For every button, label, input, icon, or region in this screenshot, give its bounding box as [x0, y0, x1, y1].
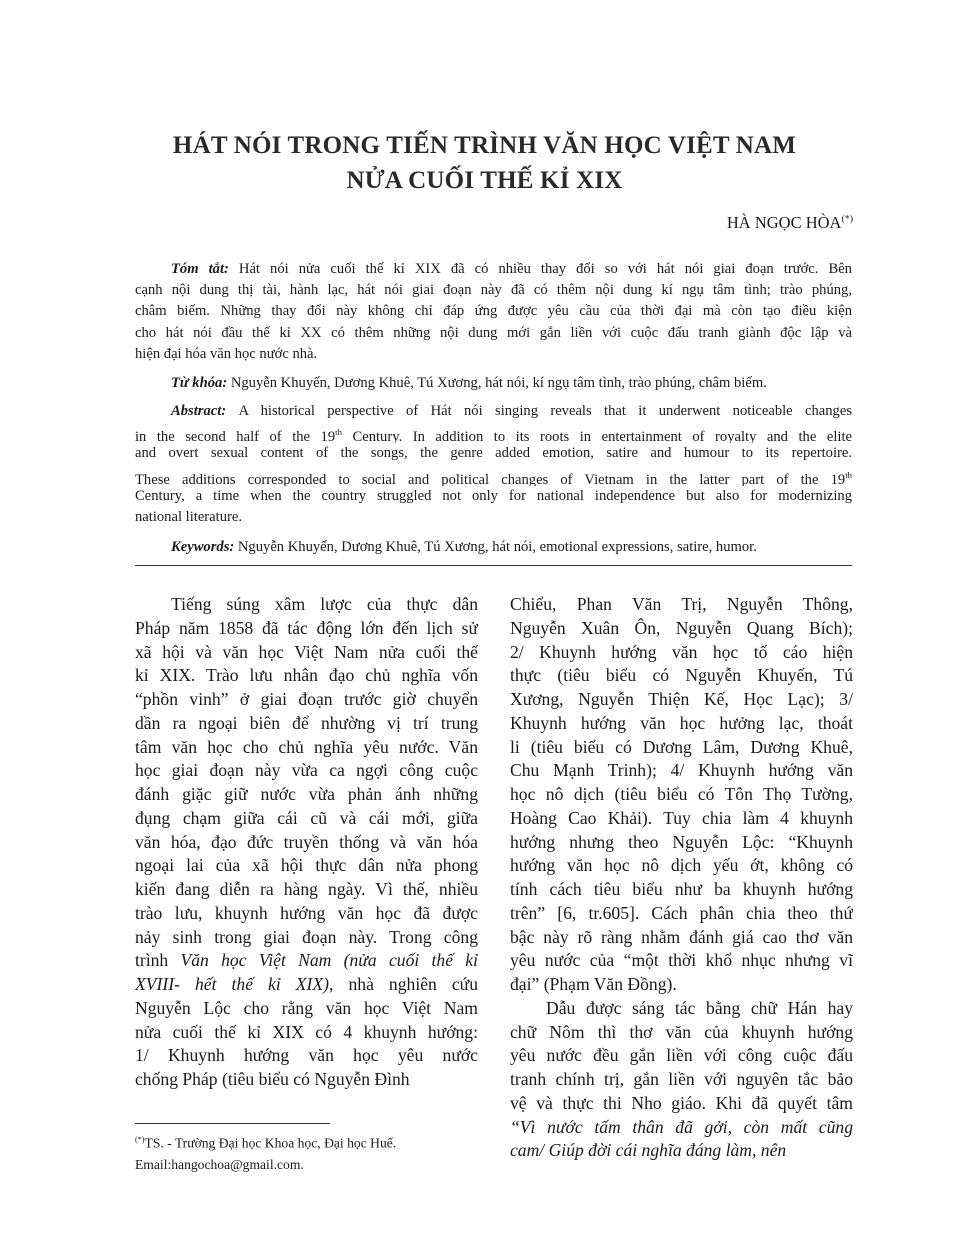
text-segment: Tiếng súng xâm lược của thực dân — [171, 594, 478, 614]
text-segment: , nhà nghiên cứu — [329, 974, 478, 994]
text-segment: Văn học Việt Nam (nửa cuối thế kỉ — [180, 950, 478, 971]
text-segment: ngoại lai của xã hội thực dân nửa phong — [135, 855, 478, 876]
text-segment: trào lưu, khuynh hướng văn học đã được — [135, 902, 478, 923]
text-line — [510, 736, 853, 760]
text-segment: nửa cuối thế kỉ XIX có 4 khuynh hướng: — [135, 1021, 478, 1042]
text-segment: vệ và thực thi Nho giáo. Khi đã quyết tâm — [510, 1092, 853, 1113]
text-segment: Hát nói nửa cuối thế kỉ XIX đã có nhiều thay đổi so với hát nói giai đoạn trước. Bên — [238, 261, 852, 277]
text-line — [510, 593, 853, 617]
text-segment: “phồn vinh” ở giai đoạn trước giờ chuyển — [135, 689, 478, 709]
text-line — [510, 664, 853, 688]
text-line — [510, 641, 853, 665]
text-line — [135, 443, 852, 464]
text-line — [135, 301, 852, 322]
text-line — [135, 854, 478, 878]
text-segment: chống Pháp (tiêu biểu có Nguyễn Đình — [135, 1069, 410, 1089]
text-line — [135, 783, 478, 807]
text-line — [510, 949, 853, 973]
text-segment: li (tiêu biểu có Dương Lâm, Dương Khuê, — [510, 736, 853, 757]
text-segment: châm biếm. Những thay đổi này không chỉ đáp ứng được yêu cầu của thời đại mà còn tạo điều kiện — [135, 303, 852, 320]
text-segment: th — [335, 427, 342, 438]
text-line — [510, 878, 853, 902]
text-line — [135, 997, 478, 1021]
text-segment: xã hội và văn học Việt Nam nửa cuối thế — [135, 641, 478, 662]
footnote-email: Email:hangochoa@gmail.com. — [135, 1156, 304, 1172]
text-segment: hướng văn học nô dịch yếu ớt, không có — [510, 855, 853, 876]
text-line — [135, 280, 852, 301]
text-line — [510, 831, 853, 855]
text-line — [135, 1068, 478, 1092]
article-title-line-1: HÁT NÓI TRONG TIẾN TRÌNH VĂN HỌC VIỆT NAM — [172, 132, 797, 159]
text-line — [510, 926, 853, 950]
text-segment: Nguyễn Xuân Ôn, Nguyễn Quang Bích); — [510, 617, 853, 638]
text-segment: cho hát nói đầu thế kỉ XX có thêm những nội dung mới gắn liền với cuộc đấu tranh giành độc lập và — [135, 324, 852, 341]
body-column-left — [135, 593, 478, 1092]
text-line — [135, 1044, 478, 1068]
text-line — [510, 902, 853, 926]
text-line — [135, 902, 478, 926]
text-segment: Nguyễn Khuyến, Dương Khuê, Tú Xương, hát nói, emotional expressions, satire, humor. — [237, 539, 757, 555]
text-segment: đánh giặc giữ nước vừa phản ánh những — [135, 784, 478, 804]
text-line — [510, 783, 853, 807]
text-segment: Nguyễn Lộc cho rằng văn học Việt Nam — [135, 997, 478, 1018]
text-line — [135, 807, 478, 831]
text-line — [135, 641, 478, 665]
text-segment: học giai đoạn này vừa ca ngợi công cuộc — [135, 760, 478, 781]
section-label: Abstract: — [171, 403, 239, 419]
text-line — [510, 1139, 853, 1163]
footnote — [135, 1129, 396, 1175]
abstract-english — [135, 401, 852, 528]
text-line — [510, 759, 853, 783]
text-segment: national literature. — [135, 508, 242, 525]
text-segment: “Vì nước tấm thân đã gởi, còn mất cũng — [510, 1116, 853, 1137]
text-segment: Dẫu được sáng tác bằng chữ Hán hay — [546, 997, 853, 1018]
keywords-vietnamese — [135, 373, 852, 394]
text-line — [510, 617, 853, 641]
text-line — [135, 465, 852, 486]
text-segment: bậc này rõ ràng nhằm đánh giá cao thơ văn — [510, 926, 853, 947]
section-label: Từ khóa: — [171, 375, 231, 391]
text-segment: 1/ Khuynh hướng văn học yêu nước — [135, 1045, 478, 1066]
text-segment: cam/ Giúp đời cái nghĩa đáng làm, nên — [510, 1140, 787, 1161]
section-label: Tóm tắt: — [171, 261, 239, 277]
text-segment: Chu Mạnh Trinh); 4/ Khuynh hướng văn — [510, 760, 853, 781]
author-footnote-mark: (*) — [841, 213, 853, 225]
text-line — [135, 422, 852, 443]
text-line — [135, 949, 478, 973]
text-line — [135, 926, 478, 950]
text-line — [135, 537, 852, 558]
text-segment: văn hóa, đạo đức truyền thống và văn hóa — [135, 831, 478, 852]
text-line — [510, 1092, 853, 1116]
text-line — [510, 1021, 853, 1045]
text-segment: 2/ Khuynh hướng văn học tố cáo hiện — [510, 641, 853, 662]
text-line — [510, 712, 853, 736]
text-segment: kiến đang diễn ra hàng ngày. Vì thế, nhiều — [135, 879, 478, 899]
text-line — [135, 507, 852, 528]
footnote-mark: (*) — [135, 1135, 145, 1144]
text-segment: A historical perspective of Hát nói singing reveals that it underwent noticeable changes — [238, 403, 852, 419]
text-segment: Nguyễn Khuyến, Dương Khuê, Tú Xương, hát nói, kí ngụ tâm tình, trào phúng, châm biếm. — [230, 375, 767, 391]
text-segment: These additions corresponded to social and political changes of Vietnam in the latter part of the 19 — [135, 471, 846, 486]
text-line — [135, 712, 478, 736]
keywords-english — [135, 537, 852, 558]
footnote-affiliation-text: TS. - Trường Đại học Khoa học, Đại học Huế. — [144, 1135, 397, 1151]
text-segment: chữ Nôm thì thơ văn của khuynh hướng — [510, 1021, 853, 1042]
author-name — [727, 213, 853, 233]
text-line — [135, 664, 478, 688]
text-line — [135, 1021, 478, 1045]
text-line — [135, 593, 478, 617]
text-line — [135, 259, 852, 280]
text-segment: hiện đại hóa văn học nước nhà. — [135, 345, 318, 362]
text-line — [135, 344, 852, 365]
text-line — [135, 759, 478, 783]
text-line — [135, 736, 478, 760]
text-segment: Pháp năm 1858 đã tác động lớn đến lịch sử — [135, 617, 478, 638]
text-line — [510, 1068, 853, 1092]
text-segment: Khuynh hướng văn học hưởng lạc, thoát — [510, 712, 853, 733]
abstract-vietnamese — [135, 259, 852, 365]
text-segment: trên” [6, tr.605]. Cách phân chia theo thứ — [510, 902, 853, 923]
text-segment: tâm văn học cho chủ nghĩa yêu nước. Văn — [135, 736, 478, 757]
section-label: Keywords: — [171, 539, 238, 555]
text-line — [510, 997, 853, 1021]
text-segment: yêu nước của “một thời khổ nhục nhưng vĩ — [510, 950, 853, 971]
text-line — [135, 688, 478, 712]
text-line — [510, 1044, 853, 1068]
text-segment: đụng chạm giữa cái cũ và cái mới, giữa — [135, 807, 478, 828]
text-segment: Chiểu, Phan Văn Trị, Nguyễn Thông, — [510, 594, 853, 614]
text-line — [135, 323, 852, 344]
text-segment: nảy sinh trong giai đoạn này. Trong công — [135, 926, 478, 947]
text-line — [510, 854, 853, 878]
text-segment: cạnh nội dung thị tài, hành lạc, hát nói giai đoạn này đã có thêm nội dung kí ngụ tâm tình; trào phúng, — [135, 282, 852, 299]
text-line — [135, 617, 478, 641]
article-title-line-2: NỬA CUỐI THẾ KỈ XIX — [346, 167, 623, 194]
text-segment: th — [845, 469, 852, 480]
author-name-text: HÀ NGỌC HÒA — [726, 213, 842, 232]
text-segment: trình — [135, 950, 181, 971]
text-segment: Hoàng Cao Khải). Tuy chia làm 4 khuynh — [510, 807, 853, 828]
text-line — [135, 373, 852, 394]
footnote-affiliation — [135, 1129, 396, 1154]
text-line — [135, 878, 478, 902]
text-segment: đại” (Phạm Văn Đồng). — [510, 974, 677, 994]
text-segment: Century. In addition to its roots in entertainment of royalty and the elite — [341, 429, 852, 444]
abstract-separator — [135, 565, 852, 566]
text-line — [135, 973, 478, 997]
text-segment: dần ra ngoại biên để nhường vị trí trung — [135, 712, 478, 733]
text-segment: XVIII- hết thế kỉ XIX) — [135, 974, 330, 994]
text-segment: học nô dịch (tiêu biểu có Tôn Thọ Tường, — [510, 784, 853, 804]
text-line — [510, 973, 853, 997]
text-segment: thực (tiêu biểu có Nguyễn Khuyến, Tú — [510, 665, 853, 686]
footnote-separator — [135, 1123, 330, 1124]
text-line — [135, 401, 852, 422]
text-segment: in the second half of the 19 — [135, 429, 336, 444]
text-line — [510, 688, 853, 712]
text-segment: tranh chính trị, gắn liền với nguyên tắc bảo — [510, 1069, 853, 1089]
text-segment: kỉ XIX. Trào lưu nhân đạo chủ nghĩa vốn — [135, 665, 478, 686]
text-segment: and overt sexual content of the songs, the genre added emotion, satire and humour to its repertoire. — [135, 445, 852, 462]
text-segment: yêu nước đều gắn liền với công cuộc đấu — [510, 1045, 853, 1066]
text-line — [135, 831, 478, 855]
text-segment: hướng nhưng theo Nguyễn Lộc: “Khuynh — [510, 831, 853, 852]
text-line — [510, 807, 853, 831]
text-line — [135, 486, 852, 507]
text-segment: Century, a time when the country struggled not only for national independence but also for modernizing — [135, 487, 852, 504]
body-column-right — [510, 593, 853, 1163]
text-segment: Xương, Nguyễn Thiện Kế, Học Lạc); 3/ — [510, 689, 853, 709]
text-segment: tính cách tiêu biểu như ba khuynh hướng — [510, 879, 853, 899]
text-line — [510, 1116, 853, 1140]
